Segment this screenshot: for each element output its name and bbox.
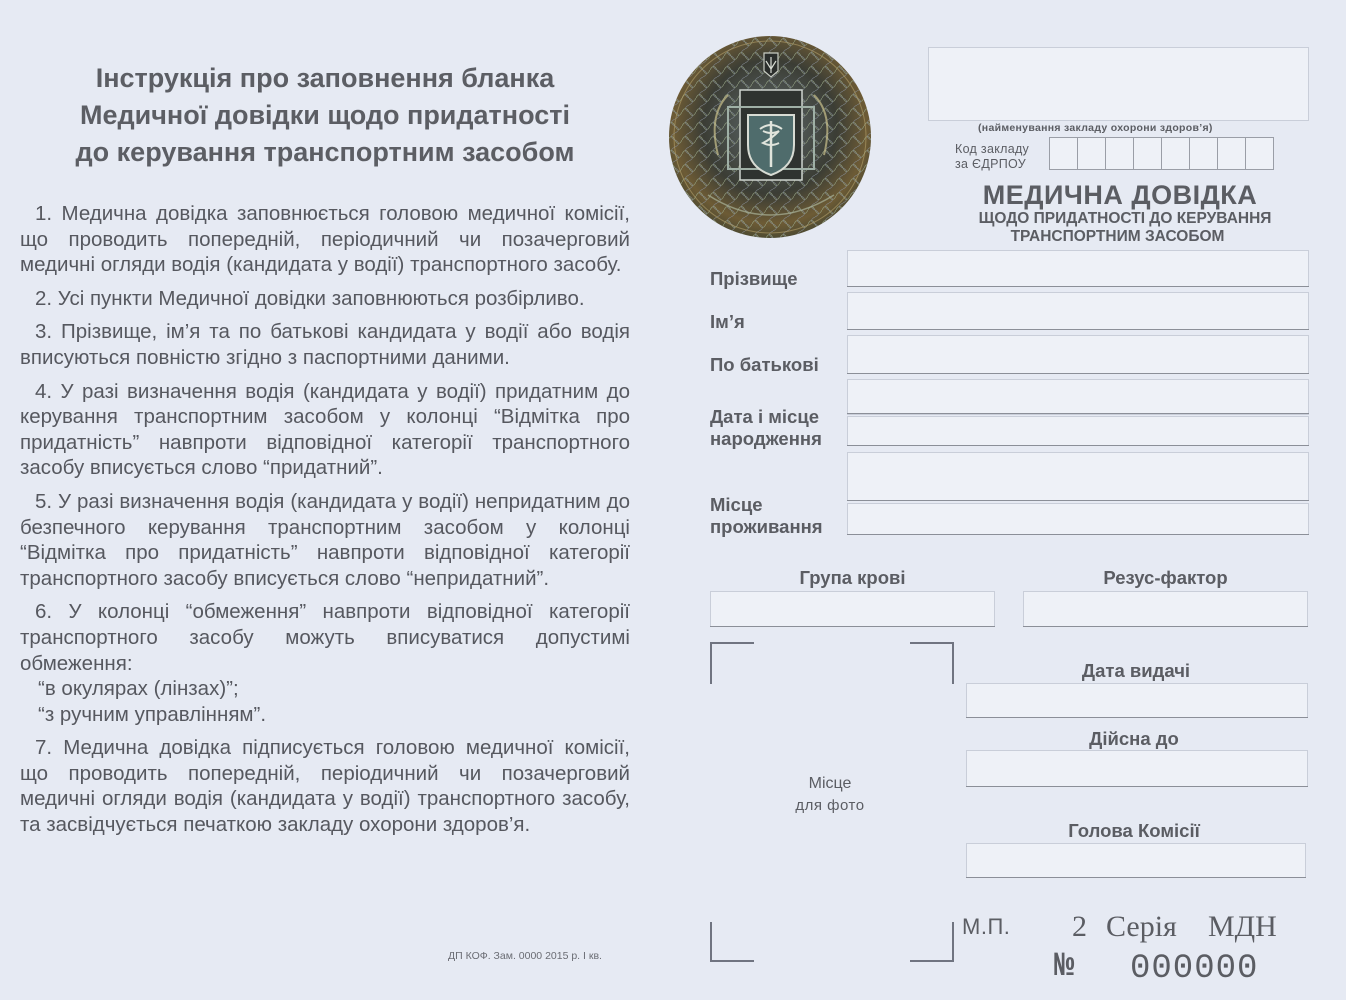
institution-name-field[interactable] <box>928 47 1309 121</box>
certificate-title: МЕДИЧНА ДОВІДКА <box>982 180 1258 210</box>
residence-label-1: Місце <box>710 494 763 515</box>
blood-group-label: Група крові <box>799 567 906 588</box>
edrpou-label-1: Код закладу <box>955 142 1030 156</box>
patronymic-underline <box>847 373 1309 374</box>
stamp-place-label: М.П. <box>962 914 1011 939</box>
instruction-item-6: 6. У колонці “обмеження” навпроти відповідної категорії транспортного засобу можуть вписуватися допустимі обмеження: <box>20 600 630 675</box>
patronymic-field[interactable] <box>847 335 1309 374</box>
restriction-hand-control: “з ручним управлінням”. <box>38 702 267 726</box>
edrpou-code-input[interactable] <box>1050 137 1274 170</box>
instruction-item-5: 5. У разі визначення водія (кандидата у водії) непридатним до безпечного керування транспортним засобом у колонці “Відмітка про придатність” навпроти відповідної категорії транспортного засобу вписується слово “непридатний”. <box>20 489 630 590</box>
commission-head-underline <box>966 877 1306 878</box>
instructions-title-line: Медичної довідки щодо придатності <box>80 100 570 130</box>
edrpou-cell[interactable] <box>1189 137 1218 170</box>
series-label: Серія <box>1106 910 1177 943</box>
blood-group-field[interactable] <box>710 591 995 627</box>
instructions-title <box>20 60 630 171</box>
issue-date-label: Дата видачі <box>1081 660 1191 681</box>
birth-label-2: народження <box>710 428 822 449</box>
commission-head-signature-field[interactable] <box>966 843 1306 878</box>
instruction-item-1: 1. Медична довідка заповнюється головою медичної комісії, що проводить попередній, періодичний чи позачерговий медичні огляди водія (кандидата у водії) транспортного засобу. <box>20 202 630 277</box>
instruction-item-3: 3. Прізвище, ім’я та по батькові кандидата у водії або водія вписуються повністю згідно з паспортними даними. <box>20 320 630 369</box>
photo-place-label-2: для фото <box>795 797 865 814</box>
edrpou-cell[interactable] <box>1245 137 1274 170</box>
instruction-item-7: 7. Медична довідка підписується головою медичної комісії, що проводить попередній, періодичний чи позачерговий медичні огляди водія (кандидата у водії) транспортного засобу, та засвідчується печаткою закладу охорони здоров’я. <box>20 736 630 837</box>
birth-underline-2 <box>847 445 1309 446</box>
certificate-subtitle-1: ЩОДО ПРИДАТНОСТІ ДО КЕРУВАННЯ <box>978 210 1272 227</box>
instruction-item-2: 2. Усі пункти Медичної довідки заповнюються розбірливо. <box>35 286 585 310</box>
birth-field-line-1[interactable] <box>847 379 1309 415</box>
rh-factor-label: Резус-фактор <box>1103 567 1228 588</box>
valid-until-field[interactable] <box>966 750 1308 787</box>
edrpou-cell[interactable] <box>1105 137 1134 170</box>
commission-head-label: Голова Комісії <box>1068 820 1200 841</box>
photo-frame-corner <box>910 642 954 684</box>
name-label: Ім’я <box>710 311 745 332</box>
valid-until-label: Дійсна до <box>1089 728 1179 749</box>
series-code: МДН <box>1208 910 1277 943</box>
instruction-item-4: 4. У разі визначення водія (кандидата у водії) придатним до керування транспортним засобом у колонці “Відмітка про придатність” навпроти відповідної категорії транспортного засобу вписується слово “придатний”. <box>20 379 630 480</box>
photo-place-label-1: Місце <box>808 775 852 792</box>
residence-underline-2 <box>847 534 1309 535</box>
residence-underline-1 <box>847 500 1309 501</box>
instructions-title-line: Інструкція про заповнення бланка <box>95 63 555 93</box>
photo-frame-corner <box>710 922 754 962</box>
photo-frame-corner <box>910 922 954 962</box>
patronymic-label: По батькові <box>710 354 819 375</box>
edrpou-label-2: за ЄДРПОУ <box>955 157 1027 171</box>
issue-date-underline <box>966 717 1308 718</box>
rh-factor-field[interactable] <box>1023 591 1308 627</box>
instructions-title-line: до керування транспортним засобом <box>75 137 575 167</box>
surname-underline <box>847 286 1309 287</box>
number-sign: № <box>1054 948 1075 986</box>
hologram-seal-icon <box>668 35 873 240</box>
certificate-subtitle-2: ТРАНСПОРТНИМ ЗАСОБОМ <box>1010 228 1225 245</box>
series-prefix: 2 <box>1072 910 1087 943</box>
name-underline <box>847 329 1309 330</box>
valid-until-underline <box>966 786 1308 787</box>
certificate-number: 000000 <box>1130 950 1259 988</box>
edrpou-cell[interactable] <box>1161 137 1190 170</box>
surname-field[interactable] <box>847 250 1309 287</box>
birth-label-1: Дата і місце <box>710 406 820 427</box>
edrpou-cell[interactable] <box>1077 137 1106 170</box>
rh-factor-underline <box>1023 626 1308 627</box>
residence-label-2: проживання <box>710 516 823 537</box>
edrpou-cell[interactable] <box>1217 137 1246 170</box>
residence-field-line-2[interactable] <box>847 503 1309 535</box>
issue-date-field[interactable] <box>966 683 1308 718</box>
edrpou-cell[interactable] <box>1049 137 1078 170</box>
restriction-glasses: “в окулярах (лінзах)”; <box>38 677 239 701</box>
birth-field-line-2[interactable] <box>847 416 1309 446</box>
birth-underline-1 <box>847 413 1309 414</box>
print-footnote: ДП КОФ. Зам. 0000 2015 р. І кв. <box>448 950 602 962</box>
name-field[interactable] <box>847 292 1309 330</box>
instructions-section <box>20 60 630 846</box>
blood-group-underline <box>710 626 995 627</box>
residence-field-line-1[interactable] <box>847 452 1309 501</box>
photo-frame-corner <box>710 642 754 684</box>
surname-label: Прізвище <box>710 268 798 289</box>
edrpou-cell[interactable] <box>1133 137 1162 170</box>
institution-caption: (найменування закладу охорони здоров’я) <box>978 122 1213 134</box>
